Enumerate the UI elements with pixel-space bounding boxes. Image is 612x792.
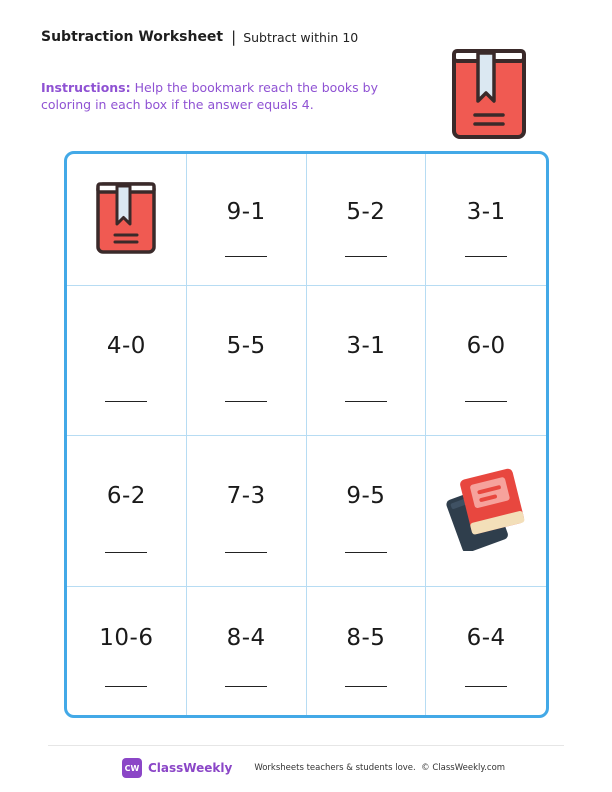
subtraction-problem: 9-5 bbox=[346, 483, 386, 509]
grid-cell[interactable] bbox=[307, 286, 427, 436]
grid-cell[interactable] bbox=[426, 587, 546, 715]
footer bbox=[122, 758, 505, 778]
worksheet-subtitle: Subtract within 10 bbox=[243, 29, 359, 45]
subtraction-problem: 6-4 bbox=[466, 625, 506, 652]
grid-cell[interactable] bbox=[426, 154, 546, 286]
answer-blank bbox=[105, 686, 147, 687]
grid-cell-goal bbox=[426, 436, 546, 587]
book-with-bookmark-icon bbox=[448, 47, 530, 141]
brand-name: ClassWeekly bbox=[148, 761, 233, 775]
subtraction-problem: 6-2 bbox=[106, 483, 146, 509]
grid-cell[interactable] bbox=[187, 286, 307, 436]
worksheet-title: Subtraction Worksheet bbox=[41, 29, 224, 45]
grid-cell[interactable] bbox=[307, 436, 427, 587]
footer-tagline bbox=[254, 763, 505, 773]
subtraction-problem: 5-5 bbox=[226, 332, 266, 359]
stack-of-books-icon bbox=[444, 467, 528, 555]
grid-cell[interactable] bbox=[187, 154, 307, 286]
answer-blank bbox=[345, 256, 387, 257]
maze-grid bbox=[64, 151, 549, 718]
grid-cell[interactable] bbox=[67, 286, 187, 436]
footer-divider bbox=[48, 745, 564, 746]
answer-blank bbox=[105, 401, 147, 402]
answer-blank bbox=[225, 256, 267, 257]
subtraction-problem: 6-0 bbox=[466, 332, 506, 359]
subtraction-problem: 8-5 bbox=[346, 625, 386, 652]
grid-cell[interactable] bbox=[67, 587, 187, 715]
answer-blank bbox=[105, 552, 147, 553]
header-separator: | bbox=[231, 28, 237, 46]
grid-cell[interactable] bbox=[307, 587, 427, 715]
subtraction-problem: 8-4 bbox=[226, 625, 266, 652]
answer-blank bbox=[225, 686, 267, 687]
classweekly-logo: CW bbox=[122, 758, 142, 778]
answer-blank bbox=[225, 401, 267, 402]
subtraction-problem: 3-1 bbox=[346, 332, 386, 359]
subtraction-problem: 10-6 bbox=[99, 625, 154, 652]
answer-blank bbox=[345, 401, 387, 402]
answer-blank bbox=[225, 552, 267, 553]
book-with-bookmark-icon bbox=[94, 181, 158, 259]
grid-cell-start bbox=[67, 154, 187, 286]
subtraction-problem: 7-3 bbox=[226, 483, 266, 509]
grid-cell[interactable] bbox=[187, 587, 307, 715]
answer-blank bbox=[465, 686, 507, 687]
grid-cell[interactable] bbox=[307, 154, 427, 286]
grid-cell[interactable] bbox=[426, 286, 546, 436]
subtraction-problem: 5-2 bbox=[346, 198, 386, 225]
instructions-label: Instructions: bbox=[41, 80, 131, 95]
answer-blank bbox=[345, 686, 387, 687]
instructions-text: Help the bookmark reach the books by coloring in each box if the answer equals 4. bbox=[41, 80, 378, 112]
copyright-text: © ClassWeekly.com bbox=[421, 763, 506, 773]
grid-cell[interactable] bbox=[187, 436, 307, 587]
answer-blank bbox=[465, 401, 507, 402]
subtraction-problem: 3-1 bbox=[466, 198, 506, 225]
subtraction-problem: 4-0 bbox=[106, 332, 146, 359]
subtraction-problem: 9-1 bbox=[226, 198, 266, 225]
grid-cell[interactable] bbox=[67, 436, 187, 587]
answer-blank bbox=[465, 256, 507, 257]
instructions bbox=[41, 79, 386, 113]
tagline-text: Worksheets teachers & students love. bbox=[254, 763, 416, 773]
worksheet-header bbox=[41, 28, 358, 46]
answer-blank bbox=[345, 552, 387, 553]
